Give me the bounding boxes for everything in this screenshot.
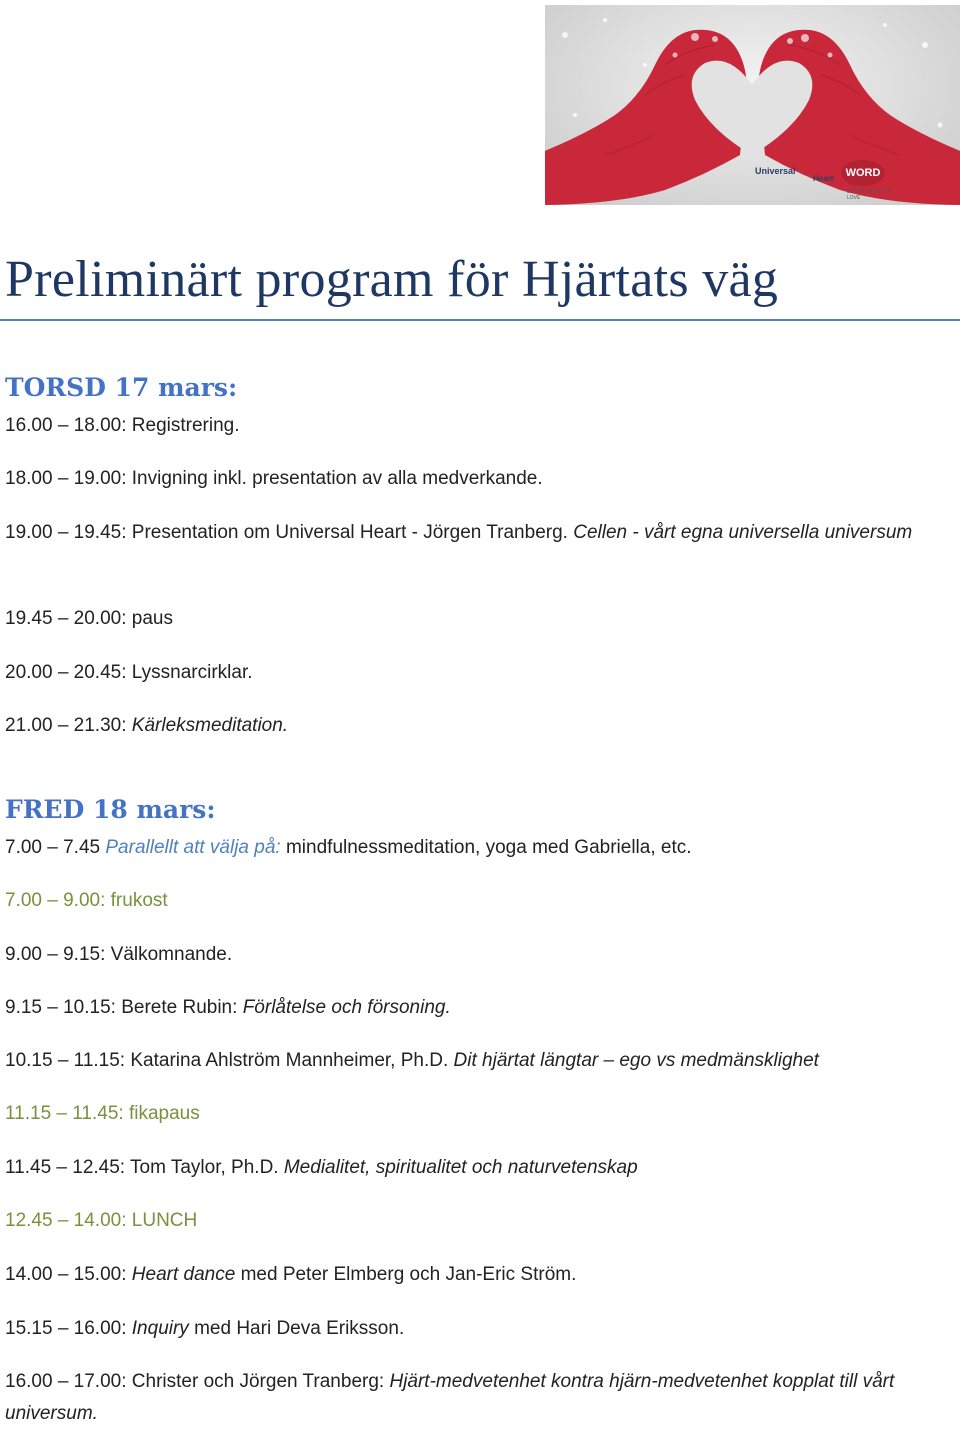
item-text: mindfulnessmeditation, yoga med Gabriella, etc. xyxy=(285,837,692,858)
item-time: 16.00 – 17.00: xyxy=(5,1371,127,1392)
item-time: 16.00 – 18.00: xyxy=(5,415,127,436)
schedule-item xyxy=(5,1098,940,1130)
item-time: 9.00 – 9.15: xyxy=(5,944,106,965)
item-text: Christer och Jörgen Tranberg: xyxy=(131,1371,385,1392)
item-text: Presentation om Universal Heart - Jörgen Tranberg. xyxy=(131,522,568,543)
item-time: 19.45 – 20.00: xyxy=(5,608,127,629)
item-italic: Medialitet, spiritualitet och naturvetenskap xyxy=(283,1157,638,1178)
schedule-item xyxy=(5,1205,940,1237)
header-heart-image xyxy=(545,5,960,205)
item-time: 14.00 – 15.00: xyxy=(5,1264,127,1285)
item-italic: Dit hjärtat längtar – ego vs medmänsklighet xyxy=(453,1050,819,1071)
item-text: Katarina Ahlström Mannheimer, Ph.D. xyxy=(130,1050,449,1071)
item-italic: Förlåtelse och försoning. xyxy=(242,997,451,1018)
item-text: Lyssnarcirklar. xyxy=(131,662,253,683)
universal-heart-logo-text: Universal xyxy=(755,166,796,176)
item-italic: Kärleksmeditation. xyxy=(131,715,289,736)
schedule-item xyxy=(5,885,940,917)
schedule-item xyxy=(5,1259,940,1291)
schedule-item xyxy=(5,710,940,742)
item-italic: Hjärt-medvetenhet kontra hjärn-medvetenhet kopplat till vårt universum. xyxy=(5,1371,895,1424)
schedule-item xyxy=(5,410,940,442)
item-time: 11.15 – 11.45: xyxy=(5,1103,124,1124)
item-text: paus xyxy=(131,608,173,629)
title-divider xyxy=(0,319,960,321)
item-time: 18.00 – 19.00: xyxy=(5,468,127,489)
item-text: Registrering. xyxy=(131,415,240,436)
item-time: 15.15 – 16.00: xyxy=(5,1318,127,1339)
item-time: 12.45 – 14.00: xyxy=(5,1210,127,1231)
item-time: 10.15 – 11.15: xyxy=(5,1050,126,1071)
schedule-item xyxy=(5,939,940,971)
thursday-heading: TORSD 17 mars: xyxy=(5,373,238,402)
item-text: med Peter Elmberg och Jan-Eric Ström. xyxy=(240,1264,577,1285)
universal-heart-logo-heart: Heart xyxy=(813,174,834,183)
item-time: 7.00 – 7.45 xyxy=(5,837,101,858)
item-time: 21.00 – 21.30: xyxy=(5,715,127,736)
item-italic: Heart dance xyxy=(131,1264,236,1285)
schedule-item xyxy=(5,603,940,635)
word-logo-tagline: BY THE SPIRIT OF LOVE xyxy=(847,189,891,201)
schedule-item xyxy=(5,1313,940,1345)
item-text: Välkomnande. xyxy=(110,944,233,965)
item-text: frukost xyxy=(110,890,168,911)
item-time: 9.15 – 10.15: xyxy=(5,997,116,1018)
item-text: Invigning inkl. presentation av alla medverkande. xyxy=(131,468,543,489)
item-time: 20.00 – 20.45: xyxy=(5,662,127,683)
item-time: 11.45 – 12.45: xyxy=(5,1157,126,1178)
schedule-item xyxy=(5,1045,940,1077)
schedule-item xyxy=(5,992,940,1024)
schedule-item xyxy=(5,657,940,689)
schedule-item xyxy=(5,463,940,495)
schedule-item xyxy=(5,517,940,549)
partner-logos xyxy=(755,158,895,202)
page-title: Preliminärt program för Hjärtats väg xyxy=(5,251,779,308)
item-text: LUNCH xyxy=(131,1210,198,1231)
schedule-item xyxy=(5,832,940,864)
item-text: Berete Rubin: xyxy=(121,997,238,1018)
item-text: med Hari Deva Eriksson. xyxy=(194,1318,405,1339)
word-logo: WORD xyxy=(841,160,885,186)
item-text: Tom Taylor, Ph.D. xyxy=(130,1157,279,1178)
mittens-heart-illustration xyxy=(545,5,960,205)
friday-heading: FRED 18 mars: xyxy=(5,795,216,824)
item-italic: Inquiry xyxy=(131,1318,189,1339)
item-italic: Cellen - vårt egna universella universum xyxy=(573,522,913,543)
schedule-item xyxy=(5,1152,940,1184)
schedule-item xyxy=(5,1366,940,1430)
item-time: 19.00 – 19.45: xyxy=(5,522,127,543)
item-blue-italic: Parallellt att välja på: xyxy=(105,837,281,858)
item-time: 7.00 – 9.00: xyxy=(5,890,106,911)
item-text: fikapaus xyxy=(128,1103,200,1124)
